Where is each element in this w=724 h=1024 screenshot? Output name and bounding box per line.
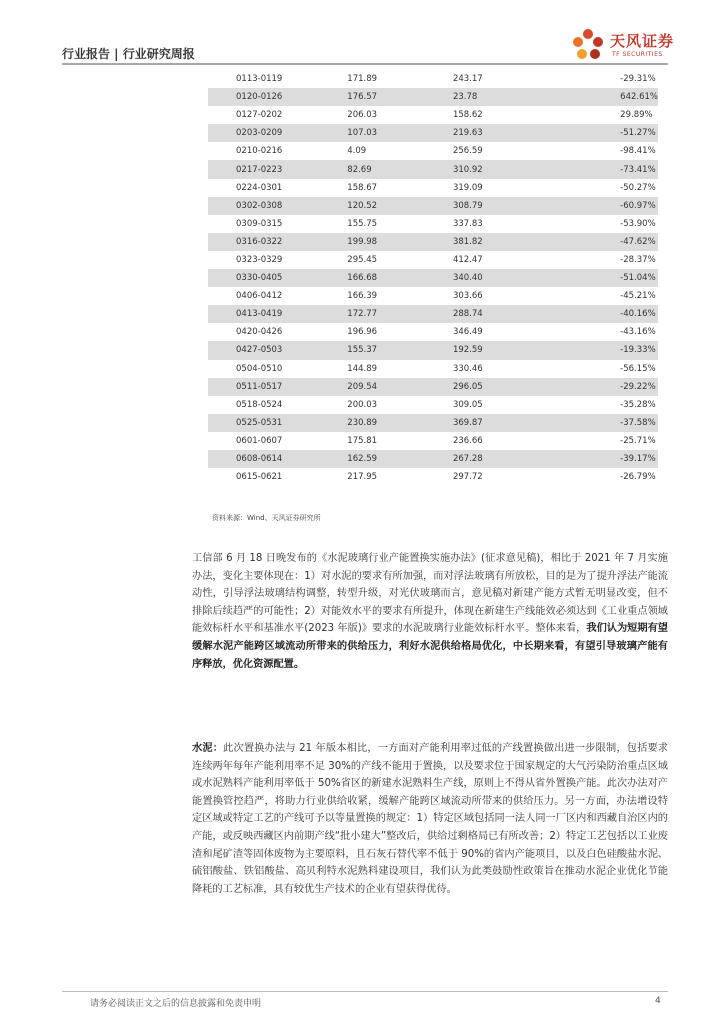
week-range-cell: 0525-0531	[208, 414, 335, 432]
value-last-year-cell: 337.83	[452, 218, 483, 229]
week-range-cell: 0224-0301	[236, 182, 283, 193]
value-this-year-cell: 166.68	[335, 269, 441, 287]
value-this-year-cell: 175.81	[347, 435, 378, 446]
report-header-title: 行业报告 | 行业研究周报	[62, 47, 195, 61]
cement-analysis-text: 此次置换办法与 21 年版本相比，一方面对产能利用率过低的产线置换做出进一步限制，包括要求连续两年每年产能利用率不足 30%的产线不能用于置换，以及要求位于国家规定的大气污染防治重点区域或水泥熟料产能利用率低于 50%省区的新建水泥熟料生产线，原则上不得从省外置换产能。此次办法对产能置换管控趋严，将助力行业供给收紧，缓解产能跨区域流动所带来的供给压力。另一方面，办法增设特定区域或特定工艺的产线可予以等量置换的规定：1）特定区域包括同一法人同一厂区内和西藏自治区内的产能，或反映西藏区内前期产线“批小建大”整改后，供给过剩格局已有所改善；2）特定工艺包括以工业废渣和尾矿渣等固体废物为主要原料，且石灰石替代率不低于 90%的省内产能项目，以及白色硅酸盐水泥、硫铝酸盐、铁铝酸盐、高贝利特水泥熟料建设项目，我们认为此类鼓励性政策旨在推动水泥企业优化节能降耗的工艺标准，具有较优生产技术的企业有望获得优待。	[192, 743, 669, 895]
week-range-cell: 0511-0517	[208, 378, 335, 396]
yoy-change-cell: -26.79%	[620, 472, 656, 483]
value-this-year-cell: 155.75	[347, 218, 378, 229]
week-range-cell: 0615-0621	[236, 472, 283, 483]
yoy-change-cell: -40.16%	[560, 305, 658, 323]
week-range-cell: 0406-0412	[236, 291, 283, 302]
value-last-year-cell: 288.74	[441, 305, 560, 323]
header-divider	[62, 63, 668, 65]
week-range-cell: 0608-0614	[208, 450, 335, 468]
value-this-year-cell: 158.67	[347, 182, 378, 193]
value-last-year-cell: 309.05	[452, 399, 483, 410]
footer-disclaimer: 请务必阅读正文之后的信息披露和免责申明	[90, 999, 262, 1009]
table-row	[208, 160, 658, 178]
week-range-cell: 0427-0503	[208, 341, 335, 359]
table-row	[208, 88, 658, 106]
value-this-year-cell: 162.59	[335, 450, 441, 468]
table-row	[208, 341, 658, 359]
week-range-cell: 0518-0524	[236, 399, 283, 410]
value-this-year-cell: 144.89	[347, 363, 378, 374]
brand-logo	[568, 26, 678, 64]
yoy-change-cell: -35.28%	[620, 399, 656, 410]
value-last-year-cell: 23.78	[441, 88, 560, 106]
value-last-year-cell: 412.47	[452, 254, 483, 265]
table-row	[208, 179, 658, 197]
table-row	[208, 305, 658, 323]
yoy-change-cell: -51.27%	[560, 124, 658, 142]
value-last-year-cell: 236.66	[452, 435, 483, 446]
yoy-change-cell: -29.22%	[560, 378, 658, 396]
yoy-change-cell: -50.27%	[620, 182, 656, 193]
yoy-change-cell: 642.61%	[560, 88, 658, 106]
week-range-cell: 0203-0209	[208, 124, 335, 142]
value-last-year-cell: 381.82	[441, 233, 560, 251]
week-range-cell: 0330-0405	[208, 269, 335, 287]
table-row	[208, 70, 658, 88]
yoy-change-cell: 29.89%	[620, 110, 653, 121]
table-row	[208, 197, 658, 215]
value-last-year-cell: 303.66	[452, 291, 483, 302]
value-last-year-cell: 319.09	[452, 182, 483, 193]
value-last-year-cell: 330.46	[452, 363, 483, 374]
table-row	[208, 432, 658, 450]
week-range-cell: 0420-0426	[236, 327, 283, 338]
value-this-year-cell: 206.03	[347, 110, 378, 121]
yoy-change-cell: -25.71%	[620, 435, 656, 446]
yoy-change-cell: -29.31%	[620, 74, 656, 85]
value-this-year-cell: 209.54	[335, 378, 441, 396]
footer-divider	[62, 991, 668, 992]
yoy-change-cell: -19.33%	[560, 341, 658, 359]
yoy-change-cell: -37.58%	[560, 414, 658, 432]
table-row	[208, 124, 658, 142]
table-row	[208, 378, 658, 396]
value-this-year-cell: 295.45	[347, 254, 378, 265]
value-this-year-cell: 166.39	[347, 291, 378, 302]
value-this-year-cell: 4.09	[347, 146, 367, 157]
table-row	[208, 251, 658, 269]
week-range-cell: 0504-0510	[236, 363, 283, 374]
value-this-year-cell: 199.98	[335, 233, 441, 251]
value-last-year-cell: 346.49	[452, 327, 483, 338]
table-row	[208, 215, 658, 233]
value-this-year-cell: 155.37	[335, 341, 441, 359]
week-range-cell: 0316-0322	[208, 233, 335, 251]
value-this-year-cell: 176.57	[335, 88, 441, 106]
week-range-cell: 0127-0202	[236, 110, 283, 121]
week-range-cell: 0113-0119	[236, 74, 283, 85]
page-number: 4	[655, 996, 661, 1006]
table-row	[208, 142, 658, 160]
value-this-year-cell: 200.03	[347, 399, 378, 410]
tf-flower-icon	[568, 26, 608, 64]
value-last-year-cell: 243.17	[452, 74, 483, 85]
table-row	[208, 269, 658, 287]
week-range-cell: 0413-0419	[208, 305, 335, 323]
value-this-year-cell: 82.69	[335, 160, 441, 178]
value-this-year-cell: 217.95	[347, 472, 378, 483]
yoy-change-cell: -43.16%	[620, 327, 656, 338]
value-this-year-cell: 107.03	[335, 124, 441, 142]
value-this-year-cell: 230.89	[335, 414, 441, 432]
value-last-year-cell: 308.79	[441, 197, 560, 215]
value-this-year-cell: 172.77	[335, 305, 441, 323]
value-last-year-cell: 310.92	[441, 160, 560, 178]
yoy-change-cell: -45.21%	[620, 291, 656, 302]
week-range-cell: 0302-0308	[208, 197, 335, 215]
policy-summary-paragraph	[192, 550, 668, 673]
value-last-year-cell: 369.87	[441, 414, 560, 432]
weekly-data-table	[208, 70, 658, 486]
brand-english-name: TF SECURITIES	[612, 51, 663, 58]
yoy-change-cell: -28.37%	[620, 254, 656, 265]
value-last-year-cell: 296.05	[441, 378, 560, 396]
yoy-change-cell: -98.41%	[620, 146, 656, 157]
table-row	[208, 287, 658, 305]
table-row	[208, 450, 658, 468]
value-last-year-cell: 158.62	[452, 110, 483, 121]
table-row	[208, 396, 658, 414]
yoy-change-cell: -47.62%	[560, 233, 658, 251]
yoy-change-cell: -39.17%	[560, 450, 658, 468]
cement-analysis-paragraph	[192, 740, 668, 898]
week-range-cell: 0210-0216	[236, 146, 283, 157]
week-range-cell: 0309-0315	[236, 218, 283, 229]
value-last-year-cell: 267.28	[441, 450, 560, 468]
table-row	[208, 106, 658, 124]
table-source-note: 资料来源：Wind、天风证券研究所	[212, 514, 321, 522]
yoy-change-cell: -53.90%	[620, 218, 656, 229]
policy-summary-text: 工信部 6 月 18 日晚发布的《水泥玻璃行业产能置换实施办法》(征求意见稿)，相比于 2021 年 7 月实施办法，变化主要体现在：1）对水泥的要求有所加强，而对浮法玻璃有所放松，目的是为了提升浮法产能流动性，引导浮法玻璃结构调整，转型升级，对光伏玻璃而言，意见稿对新建产能方式暂无明显改变，但不排除后续趋严的可能性；2）对能效水平的要求有所提升，体现在新建生产线能效必须达到《工业重点领域能效标杆水平和基准水平(2023 年版)》要求的水泥玻璃行业能效标杆水平。整体来看，	[192, 553, 668, 635]
table-row	[208, 414, 658, 432]
value-last-year-cell: 340.40	[441, 269, 560, 287]
week-range-cell: 0601-0607	[236, 435, 283, 446]
table-row	[208, 468, 658, 486]
week-range-cell: 0323-0329	[236, 254, 283, 265]
week-range-cell: 0120-0126	[208, 88, 335, 106]
yoy-change-cell: -56.15%	[620, 363, 656, 374]
week-range-cell: 0217-0223	[208, 160, 335, 178]
value-last-year-cell: 256.59	[452, 146, 483, 157]
table-row	[208, 233, 658, 251]
policy-summary-conclusion: 我们认为短期有望缓解水泥产能跨区域流动所带来的供给压力，利好水泥供给格局优化，中长期来看，有望引导玻璃产能有序释放，优化资源配置。	[192, 623, 668, 670]
value-this-year-cell: 171.89	[347, 74, 378, 85]
cement-lead: 水泥：	[192, 743, 224, 754]
value-last-year-cell: 297.72	[452, 472, 483, 483]
yoy-change-cell: -51.04%	[560, 269, 658, 287]
value-last-year-cell: 192.59	[441, 341, 560, 359]
value-this-year-cell: 196.96	[347, 327, 378, 338]
yoy-change-cell: -60.97%	[560, 197, 658, 215]
table-row	[208, 323, 658, 341]
yoy-change-cell: -73.41%	[560, 160, 658, 178]
value-this-year-cell: 120.52	[335, 197, 441, 215]
table-row	[208, 360, 658, 378]
value-last-year-cell: 219.63	[441, 124, 560, 142]
brand-name: 天风证券	[610, 32, 675, 50]
